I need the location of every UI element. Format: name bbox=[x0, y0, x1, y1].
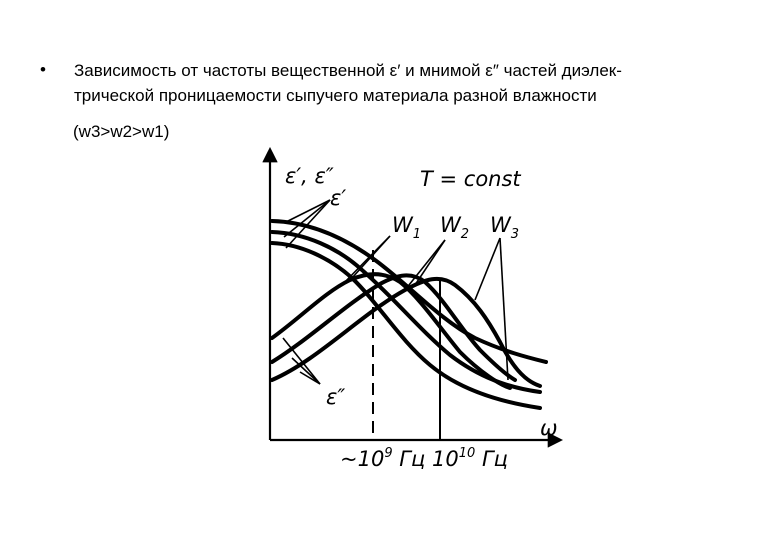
w2-label: $W_2$ bbox=[440, 213, 470, 242]
w3-label: $W_3$ bbox=[490, 213, 520, 242]
eps-prime-label: ε′ bbox=[330, 186, 347, 210]
condition-label: T = const bbox=[420, 167, 521, 191]
w1-label: $W_1$ bbox=[392, 213, 422, 242]
tick-label-1e9: $\sim 10^9$ Гц bbox=[340, 446, 426, 471]
bullet-line-1: Зависимость от частоты вещественной ε′ и мнимой ε″ частей диэлек- bbox=[74, 61, 622, 80]
y-axis-label: ε′, ε″ bbox=[285, 164, 334, 188]
eps-double-prime-leaders bbox=[283, 338, 320, 384]
eps-double-prime-label: ε″ bbox=[326, 385, 346, 409]
moisture-note: (w3>w2>w1) bbox=[73, 122, 170, 141]
bullet-icon: • bbox=[40, 60, 46, 79]
x-axis-label: ω bbox=[540, 416, 558, 440]
tick-label-1e10: $10^{10}$ Гц bbox=[432, 446, 508, 471]
bullet-line-2: трической проницаемости сыпучего материала разной влажности bbox=[74, 86, 597, 105]
